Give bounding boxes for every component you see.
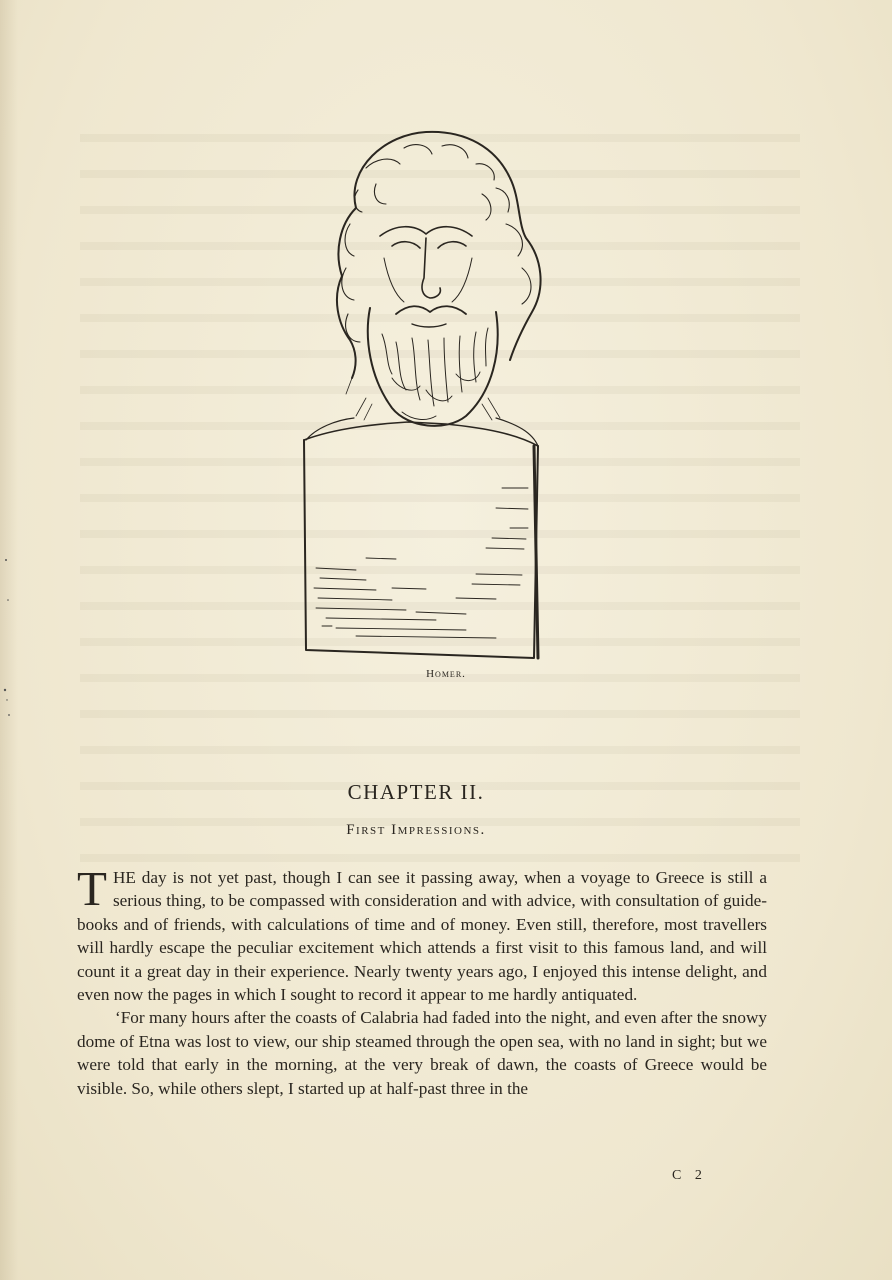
drop-cap: T <box>77 861 107 916</box>
paragraph-1 <box>77 861 767 1006</box>
chapter-title: CHAPTER II. <box>347 780 485 804</box>
bust-pedestal <box>304 440 538 658</box>
beard-outline <box>368 308 498 426</box>
paragraph-2: ‘For many hours after the coasts of Calabria had faded into the night, and even after the snowy dome of Etna was lost to view, our ship steamed through the open sea, with no land in sight; but we were told that early in the morning, at the very break of dawn, the coasts of Greece would be visible. So, while others slept, I started up at half-past three in the <box>77 1008 767 1098</box>
paragraph-1-text: HE day is not yet past, though I can see it passing away, when a voyage to Greece is still a serious thing, to be compassed with consideration and with advice, with consultation of guide-books and of friends, with calculations of time and of money. Even still, therefore, most travellers will hardly escape the peculiar excitement which attends a first visit to this famous land, and will count it a great day in their experience. Nearly twenty years ago, I enjoyed this intense delight, and even now the pages in which I sought to record it appear to me hardly antiquated. <box>77 868 767 1005</box>
mustache <box>396 306 466 314</box>
right-eye <box>438 242 466 248</box>
spine-specks <box>2 540 12 740</box>
brow <box>380 227 472 236</box>
body-text <box>77 861 767 1100</box>
homer-bust-illustration <box>296 128 558 664</box>
figure-caption: Homer. <box>426 668 466 680</box>
nose <box>422 238 440 298</box>
hair-outline <box>354 132 540 360</box>
left-eye <box>392 242 420 248</box>
signature-mark: C 2 <box>672 1168 707 1183</box>
chapter-subtitle: First Impressions. <box>346 822 486 838</box>
